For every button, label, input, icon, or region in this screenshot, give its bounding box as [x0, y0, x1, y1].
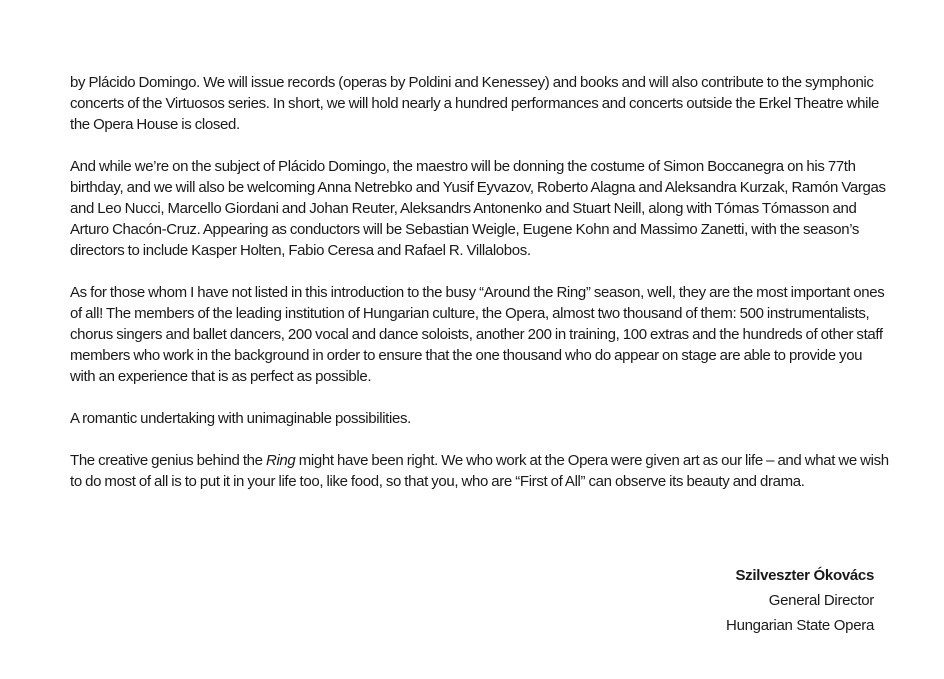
signature-block [726, 563, 874, 638]
ring-title-emphasis: Ring [265, 452, 296, 469]
paragraph-creative-genius-end: might have been right. We who work at the Opera were given art as our life – and what we wish to do most of all is to put it in your life too, like food, so that you, who are “First of All” can observe its beauty and drama. [70, 452, 889, 490]
signature-organization: Hungarian State Opera [726, 617, 874, 634]
signature-title: General Director [768, 592, 874, 609]
letter-body [70, 72, 890, 513]
paragraph-performances: by Plácido Domingo. We will issue records (operas by Poldini and Kenessey) and books and will also contribute to the symphonic concerts of the Virtuosos series. In short, we will hold nearly a hundred performances and concerts outside the Erkel Theatre while the Opera House is closed. [70, 74, 880, 133]
paragraph-guest-artists: And while we’re on the subject of Plácido Domingo, the maestro will be donning the costume of Simon Boccanegra on his 77th birthday, and we will also be welcoming Anna Netrebko and Yusif Eyvazov, Roberto Alagna and Aleksandra Kurzak, Ramón Vargas and Leo Nucci, Marcello Giordani and Johan Reuter, Aleksandrs Antonenko and Stuart Neill, along with Tómas Tómasson and Arturo Chacón-Cruz. Appearing as conductors will be Sebastian Weigle, Eugene Kohn and Massimo Zanetti, with the season’s directors to include Kasper Holten, Fabio Ceresa and Rafael R. Villalobos. [70, 158, 886, 259]
paragraph-creative-genius [70, 450, 890, 492]
signature-name: Szilveszter Ókovács [735, 567, 874, 584]
paragraph-opera-members: As for those whom I have not listed in this introduction to the busy “Around the Ring” season, well, they are the most important ones of all! The members of the leading institution of Hungarian culture, the Opera, almost two thousand of them: 500 instrumentalists, chorus singers and ballet dancers, 200 vocal and dance soloists, another 200 in training, 100 extras and the hundreds of other staff members who work in the background in order to ensure that the one thousand who do appear on stage are able to provide you with an experience that is as perfect as possible. [70, 284, 885, 385]
paragraph-creative-genius-start: The creative genius behind the [70, 452, 266, 469]
paragraph-romantic-undertaking: A romantic undertaking with unimaginable possibilities. [70, 410, 411, 427]
